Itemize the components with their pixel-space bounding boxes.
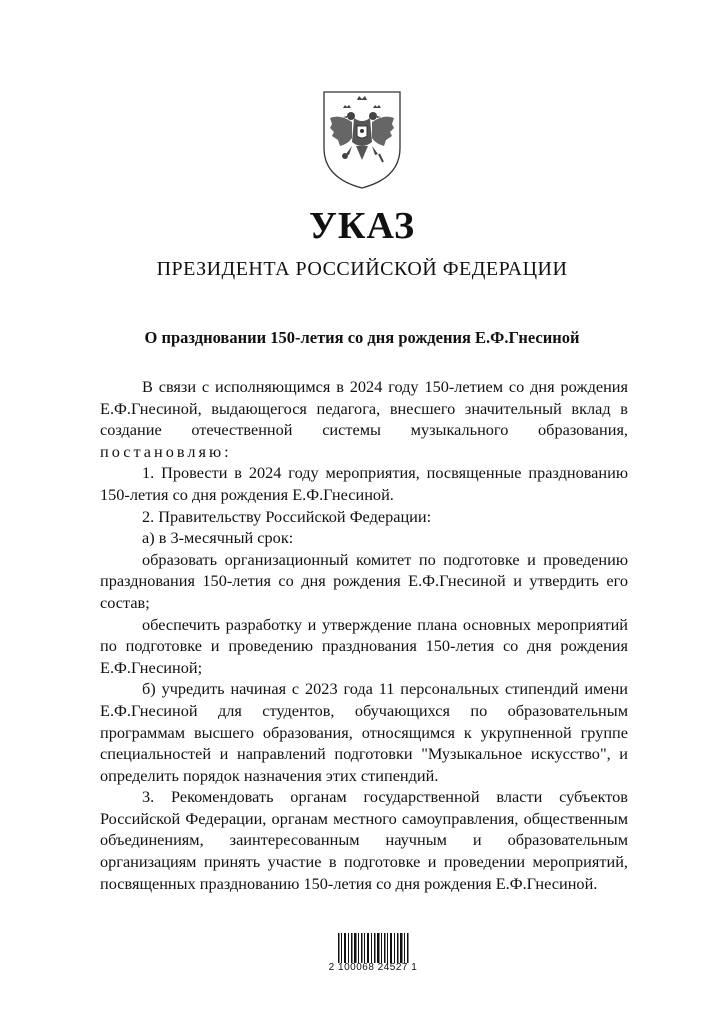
preamble-paragraph xyxy=(100,376,628,462)
paragraph-2a-item-2: обеспечить разработку и утверждение плана основных мероприятий по подготовке и проведению празднования 150-летия со дня рождения Е.Ф.Гнесиной; xyxy=(100,614,628,677)
barcode-number: 2 100068 24527 1 xyxy=(328,962,418,973)
paragraph-3: 3. Рекомендовать органам государственной власти субъектов Российской Федерации, органам местного самоуправления, общественным объединениям, заинтересованным научным и образовательным организациям принять участие в подготовке и проведении мероприятий, посвященных празднованию 150-летия со дня рождения Е.Ф.Гнесиной. xyxy=(100,787,628,893)
decree-heading: О праздновании 150-летия со дня рождения Е.Ф.Гнесиной xyxy=(144,328,580,347)
decree-title: УКАЗ xyxy=(309,205,415,247)
paragraph-2b: б) учредить начиная с 2023 года 11 персональных стипендий имени Е.Ф.Гнесиной для студентов, обучающихся по образовательным программам высшего образования, относящимся к укрупненной группе специальностей и направлений подготовки "Музыкальное искусство", и определить порядок назначения этих стипендий. xyxy=(100,679,628,785)
paragraph-2: 2. Правительству Российской Федерации: xyxy=(142,506,432,526)
decree-subtitle: ПРЕЗИДЕНТА РОССИЙСКОЙ ФЕДЕРАЦИИ xyxy=(156,258,568,280)
preamble-text: В связи с исполняющимся в 2024 году 150-летием со дня рождения Е.Ф.Гнесиной, выдающегося педагога, внесшего значительный вклад в создание отечественной системы музыкального образования, xyxy=(100,377,628,440)
paragraph-2a: а) в 3-месячный срок: xyxy=(142,528,294,548)
decree-word: постановляю: xyxy=(100,441,232,461)
paragraph-1: 1. Провести в 2024 году мероприятия, посвященные празднованию 150-летия со дня рождения Е.Ф.Гнесиной. xyxy=(100,463,628,504)
decree-body xyxy=(100,376,628,894)
paragraph-2a-item-1: образовать организационный комитет по подготовке и проведению празднования 150-летия со дня рождения Е.Ф.Гнесиной и утвердить его состав; xyxy=(100,549,628,612)
coat-of-arms-icon xyxy=(318,88,406,190)
